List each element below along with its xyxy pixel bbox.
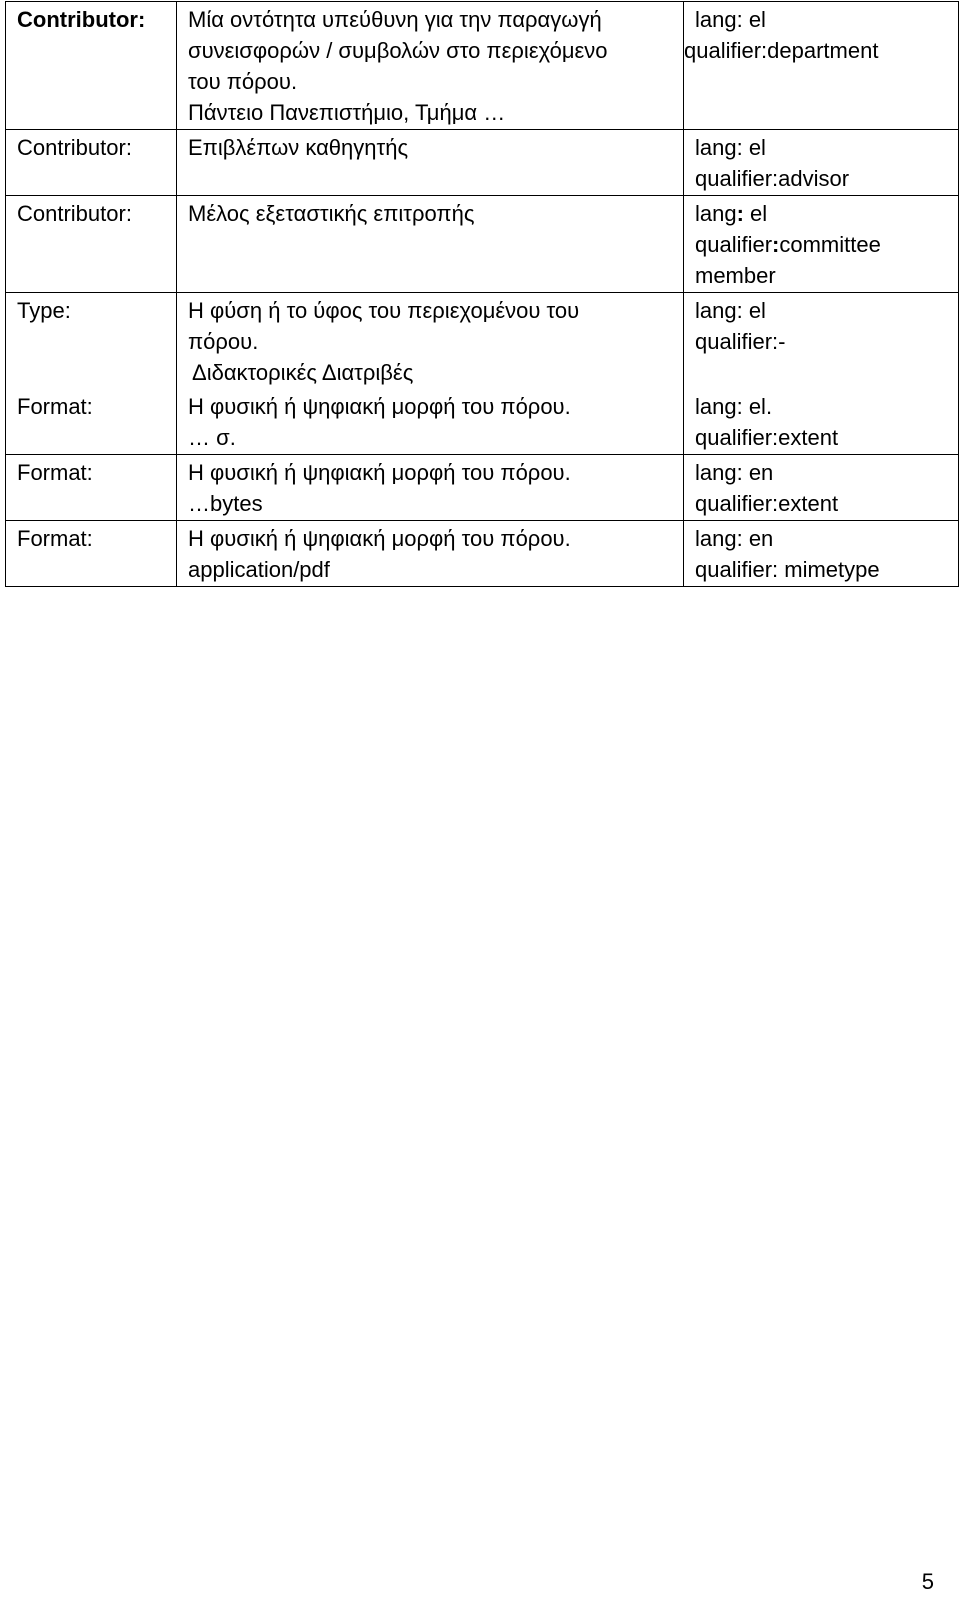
lang-prefix: lang <box>695 201 737 226</box>
lang-value: lang: el <box>695 298 766 323</box>
qualifier-cell <box>684 130 959 196</box>
description-cell <box>177 521 684 587</box>
field-label-cell <box>6 130 177 196</box>
table-row <box>6 389 959 455</box>
lang-value: lang: el <box>695 135 766 160</box>
qualifier-value: qualifier:extent <box>695 491 839 516</box>
description-line: του πόρου. <box>188 69 298 94</box>
description-value: Διδακτορικές Διατριβές <box>192 360 414 385</box>
qualifier-continuation: member <box>695 263 776 288</box>
qualifier-prefix: qualifier <box>695 232 773 257</box>
description-line: Η φυσική ή ψηφιακή μορφή του πόρου. <box>188 460 571 485</box>
field-label: Format: <box>17 526 93 551</box>
qualifier-code: committee <box>779 232 881 257</box>
page-number: 5 <box>921 1569 934 1594</box>
qualifier-cell <box>684 389 959 455</box>
field-label: Contributor: <box>17 201 132 226</box>
description-cell <box>177 389 684 455</box>
qualifier-cell <box>684 2 959 130</box>
lang-value: lang: el <box>695 7 766 32</box>
table-row <box>6 455 959 521</box>
description-cell <box>177 293 684 390</box>
field-label: Format: <box>17 460 93 485</box>
qualifier-separator: : <box>772 232 780 257</box>
qualifier-cell <box>684 521 959 587</box>
table-row <box>6 2 959 130</box>
description-cell <box>177 2 684 130</box>
metadata-table <box>5 1 959 587</box>
lang-value: lang: el. <box>695 394 773 419</box>
description-line: Η φυσική ή ψηφιακή μορφή του πόρου. <box>188 394 571 419</box>
qualifier-value: qualifier:advisor <box>695 166 850 191</box>
qualifier-value: qualifier:department <box>684 38 879 63</box>
field-label-cell <box>6 196 177 293</box>
qualifier-value: qualifier:extent <box>695 425 839 450</box>
qualifier-value: qualifier:- <box>695 329 786 354</box>
description-line: Επιβλέπων καθηγητής <box>188 135 409 160</box>
description-line: Η φυσική ή ψηφιακή μορφή του πόρου. <box>188 526 571 551</box>
field-label-cell <box>6 293 177 390</box>
description-cell <box>177 455 684 521</box>
lang-value <box>695 198 952 229</box>
table-row <box>6 130 959 196</box>
field-label-cell <box>6 2 177 130</box>
qualifier-cell <box>684 196 959 293</box>
description-value: … σ. <box>188 425 236 450</box>
table-row <box>6 293 959 390</box>
description-value: Πάντειο Πανεπιστήμιο, Τμήμα … <box>188 100 506 125</box>
description-line: συνεισφορών / συμβολών στο περιεχόμενο <box>188 38 608 63</box>
field-label-cell <box>6 521 177 587</box>
field-label: Contributor: <box>17 135 132 160</box>
lang-code: el <box>743 201 768 226</box>
qualifier-cell <box>684 455 959 521</box>
description-cell <box>177 196 684 293</box>
description-line: Μέλος εξεταστικής επιτροπής <box>188 201 475 226</box>
field-label: Contributor: <box>17 7 146 32</box>
description-cell <box>177 130 684 196</box>
qualifier-value: qualifier: mimetype <box>695 557 880 582</box>
description-line: πόρου. <box>188 329 259 354</box>
qualifier-value <box>695 229 952 260</box>
description-value: …bytes <box>188 491 263 516</box>
lang-separator: : <box>736 201 744 226</box>
description-line: Η φύση ή το ύφος του περιεχομένου του <box>188 298 580 323</box>
description-line: Μία οντότητα υπεύθυνη για την παραγωγή <box>188 7 602 32</box>
lang-value: lang: en <box>695 460 774 485</box>
field-label-cell <box>6 455 177 521</box>
table-row <box>6 521 959 587</box>
qualifier-cell <box>684 293 959 390</box>
lang-value: lang: en <box>695 526 774 551</box>
field-label: Format: <box>17 394 93 419</box>
table-row <box>6 196 959 293</box>
field-label: Type: <box>17 298 71 323</box>
field-label-cell <box>6 389 177 455</box>
description-value: application/pdf <box>188 557 330 582</box>
